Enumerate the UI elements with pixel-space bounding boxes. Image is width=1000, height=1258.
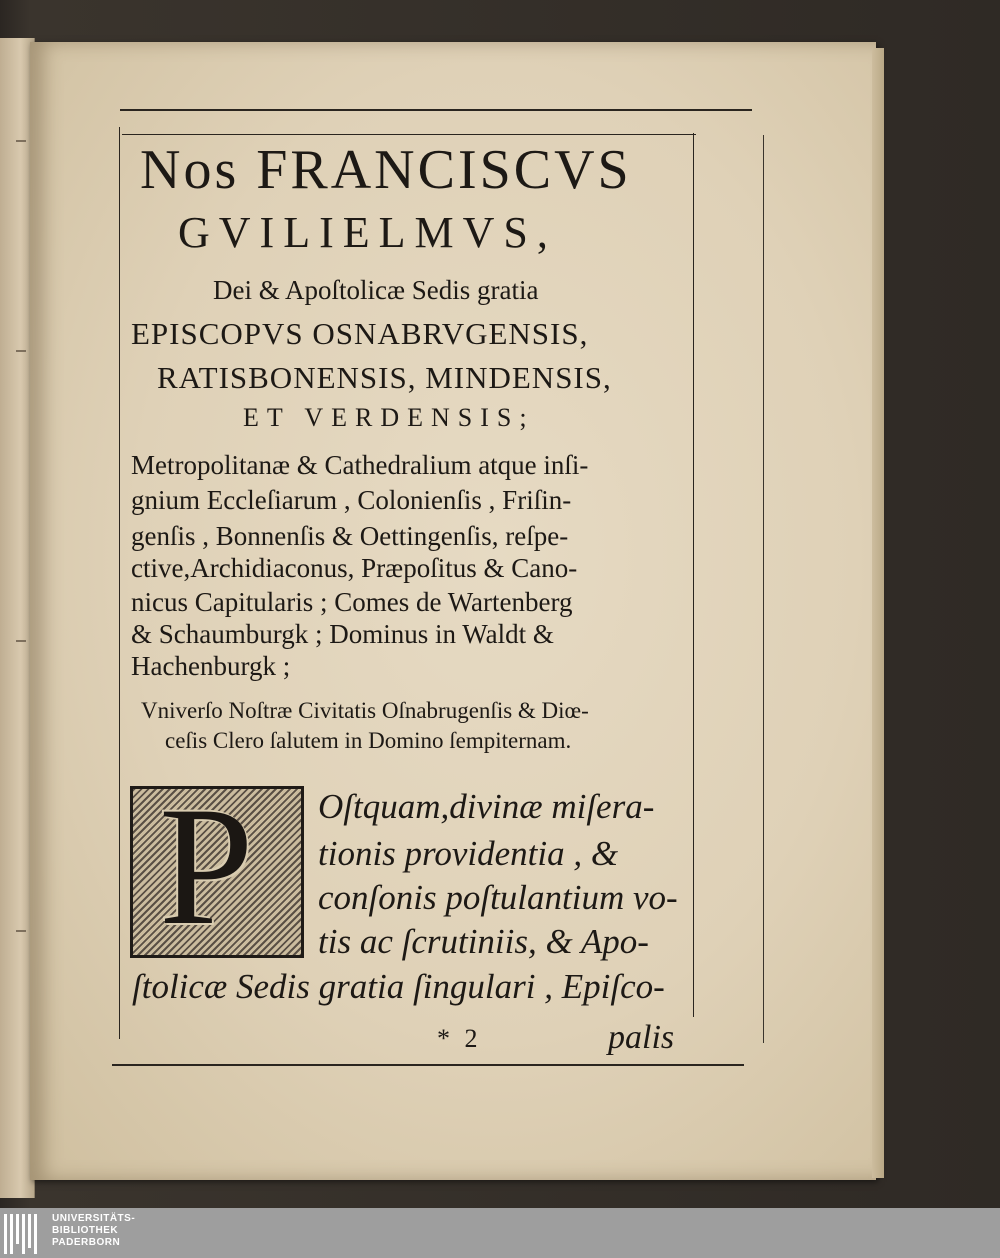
binding-stitch — [16, 640, 26, 642]
body-line: & Schaumburgk ; Dominus in Waldt & — [131, 619, 554, 649]
outer-right-line — [763, 135, 764, 1043]
frame-right-line — [693, 133, 694, 1017]
heading-name: Nos FRANCISCVS — [140, 139, 632, 201]
top-rule — [120, 109, 752, 111]
body-line: gnium Eccleſiarum , Colonienſis , Friſin- — [131, 485, 572, 515]
library-logo-icon — [4, 1214, 42, 1254]
body-line: ctive,Archidiaconus, Præpoſitus & Cano- — [131, 553, 578, 583]
italic-line: tionis providentia , & — [318, 834, 619, 873]
italic-line: ſtolicæ Sedis gratia ſingulari , Epiſco- — [132, 967, 665, 1006]
heading-dei-gratia: Dei & Apoſtolicæ Sedis gratia — [213, 275, 539, 305]
decorated-initial — [130, 772, 304, 960]
body-line: nicus Capitularis ; Comes de Wartenberg — [131, 587, 573, 617]
frame-left-line — [119, 127, 120, 1039]
body-line: Metropolitanæ & Cathedralium atque inſi- — [131, 450, 589, 480]
signature-mark: * 2 — [437, 1024, 482, 1053]
frame-top-line — [122, 134, 696, 135]
salutation-line: ceſis Clero ſalutem in Domino ſempiternam. — [165, 728, 572, 753]
heading-episcopus: EPISCOPVS OSNABRVGENSIS, — [131, 316, 589, 351]
logo-line: PADERBORN — [52, 1237, 121, 1248]
italic-line: tis ac ſcrutiniis, & Apo- — [318, 922, 649, 961]
italic-line: Oſtquam,divinæ miſera- — [318, 787, 655, 826]
catchword: palis — [608, 1019, 675, 1056]
body-line: genſis , Bonnenſis & Oettingenſis, reſpe- — [131, 521, 569, 551]
italic-line: conſonis poſtulantium vo- — [318, 878, 678, 917]
heading-dioceses: RATISBONENSIS, MINDENSIS, — [157, 360, 612, 395]
logo-line: UNIVERSITÄTS- — [52, 1213, 136, 1224]
heading-verdensis: ET VERDENSIS; — [243, 403, 535, 432]
logo-line: BIBLIOTHEK — [52, 1225, 119, 1236]
library-logo-text — [52, 1213, 135, 1249]
bottom-rule — [112, 1064, 744, 1066]
binding-stitch — [16, 140, 26, 142]
binding-stitch — [16, 930, 26, 932]
body-line: Hachenburgk ; — [131, 651, 291, 681]
binding-stitch — [16, 350, 26, 352]
page-fore-edge — [872, 48, 884, 1178]
footer-bar — [0, 1208, 1000, 1258]
initial-letter: P — [159, 772, 254, 960]
heading-name-2: GVILIELMVS, — [178, 208, 557, 257]
salutation-line: Vniverſo Noſtræ Civitatis Oſnabrugenſis & Diœ- — [141, 698, 589, 723]
